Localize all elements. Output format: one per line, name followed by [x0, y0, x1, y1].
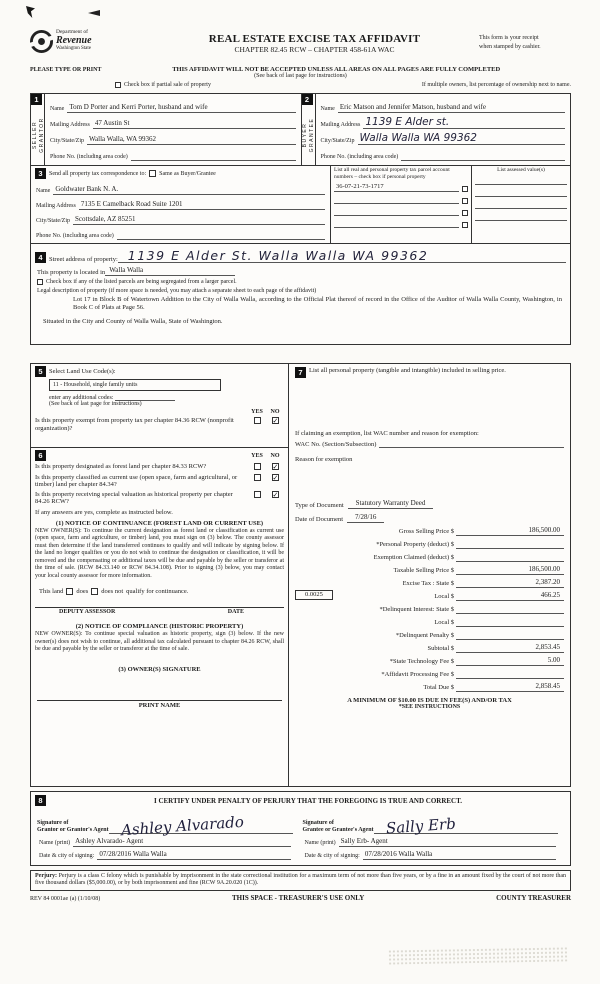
seller-address-field[interactable]: 47 Austin St	[93, 119, 296, 129]
receipt-note-line2: when stamped by cashier.	[479, 44, 541, 50]
section-buyer	[301, 94, 571, 165]
grantee-signature-label: Signature of Grantee or Grantee's Agent	[302, 820, 374, 833]
located-in-field[interactable]: Walla Walla	[105, 266, 235, 276]
treasurer-space-label: THIS SPACE - TREASURER'S USE ONLY	[232, 893, 365, 902]
grantee-signature-script: Sally Erb	[385, 814, 456, 838]
washington-state-label: Washington State	[56, 46, 92, 52]
section-5-number: 5	[35, 366, 46, 377]
type-of-document-field[interactable]: Statutory Warranty Deed	[348, 499, 434, 509]
seller-csz-field[interactable]: Walla Walla, WA 99362	[87, 135, 296, 145]
assessed-value-3-field[interactable]	[475, 197, 567, 209]
tax-phone-field[interactable]	[117, 239, 325, 240]
owner-signature-line[interactable]	[37, 675, 282, 701]
parcel-4-personal-checkbox[interactable]	[462, 222, 468, 228]
tax-address-field[interactable]: 7135 E Camelback Road Suite 1201	[79, 200, 325, 210]
seller-phone-field[interactable]	[131, 160, 296, 161]
excise-tax-local-label: Local $	[434, 593, 454, 600]
perjury-text: Perjury is a class C felony which is punishable by imprisonment in the state correctional institution for a maximum term of not more than five years, or by a fine in an amount fixed by the court of not more than five thousand dollars ($5,000.00), or by both imprisonment and fine (RCW 9A.20.020 (1C)).	[35, 873, 566, 887]
situated-text: Situated in the City and County of Walla Walla, State of Washington.	[43, 318, 223, 326]
form-footer	[30, 894, 571, 902]
print-name-label: PRINT NAME	[138, 701, 181, 709]
personal-property-label: List all personal property (tangible and intangible) included in selling price.	[309, 367, 506, 374]
state-technology-fee-label: *State Technology Fee $	[389, 658, 454, 665]
date-of-document-label: Date of Document	[295, 516, 344, 523]
faint-stamp	[388, 946, 568, 964]
section-8-number: 8	[35, 795, 46, 806]
deputy-assessor-line[interactable]	[35, 607, 284, 615]
wac-label: WAC No. (Section/Subsection)	[295, 441, 377, 448]
county-treasurer-label: COUNTY TREASURER	[496, 893, 571, 902]
buyer-side-strip	[302, 94, 316, 165]
tax-address-label: Mailing Address	[36, 203, 76, 209]
street-address-label: Street address of property:	[49, 256, 118, 263]
does-not-checkbox[interactable]	[91, 588, 98, 595]
section-2-number: 2	[302, 94, 313, 105]
gross-selling-price-value[interactable]: 186,500.00	[456, 526, 564, 536]
legal-description-label: Legal description of property (if more space is needed, you may attach a separate sheet to each page of the affidavit)	[37, 288, 317, 294]
if-yes-note: If any answers are yes, complete as instructed below.	[35, 508, 173, 516]
assessed-value-1-field[interactable]	[475, 173, 567, 185]
revenue-wordmark: Revenue	[56, 34, 92, 46]
buyer-address-field[interactable]: 1139 E Alder st.	[363, 117, 565, 129]
section-8	[30, 791, 571, 866]
grantor-signature-label: Signature of Grantor or Grantor's Agent	[37, 820, 109, 833]
buyer-address-label: Mailing Address	[320, 122, 361, 128]
form-header	[30, 30, 571, 64]
rev-form-number: REV 84 0001ae (a) (1/10/08)	[30, 895, 101, 902]
date-of-document-field[interactable]: 7/28/16	[347, 513, 384, 523]
seller-grantor-side-label: SELLER GRANTOR	[31, 117, 45, 153]
assessed-value-2-field[interactable]	[475, 185, 567, 197]
does-checkbox[interactable]	[66, 588, 73, 595]
section-seller	[31, 94, 301, 165]
additional-codes-field[interactable]	[115, 393, 175, 401]
same-as-buyer-checkbox[interactable]	[149, 170, 156, 177]
grantor-signature-field[interactable]	[109, 808, 293, 840]
wac-field[interactable]	[379, 439, 564, 448]
section-4-number: 4	[35, 252, 46, 263]
grantee-date-city-field[interactable]: 07/28/2016 Walla Walla	[363, 850, 556, 860]
taxable-selling-price-value[interactable]: 186,500.00	[456, 565, 564, 575]
see-back-note: (See back of last page for instructions)	[254, 73, 347, 79]
assessed-value-4-field[interactable]	[475, 209, 567, 221]
seller-phone-label: Phone No. (including area code)	[50, 154, 128, 160]
receipt-note-line1: This form is your receipt	[479, 35, 539, 41]
deputy-assessor-label: DEPUTY ASSESSOR	[59, 609, 116, 615]
type-of-document-label: Type of Document	[295, 502, 344, 509]
located-in-label: This property is located in	[37, 269, 106, 276]
current-use-yes-checkbox[interactable]	[254, 474, 261, 481]
deputy-date-label: DATE	[227, 609, 244, 615]
delinquent-interest-state-label: *Delinquent Interest: State $	[379, 606, 454, 613]
section-3-number: 3	[35, 168, 46, 179]
section-3	[31, 166, 570, 244]
historic-no-checkbox[interactable]: ✓	[272, 490, 279, 499]
delinquent-interest-local-label: Local $	[434, 619, 454, 626]
seller-name-label: Name	[50, 106, 65, 112]
notice-compliance-text: NEW OWNER(S): To continue special valuation as historic property, sign (3) below. If the new owner(s) does not wish to continue, all additional tax calculated pursuant to chapter 84.26 RCW, shall be due and payable by the seller or transferor at the time of sale.	[35, 631, 284, 652]
section-6	[31, 448, 288, 786]
tax-csz-label: City/State/Zip	[36, 218, 70, 224]
partial-sale-checkbox[interactable]	[115, 82, 121, 88]
legal-description-text: Lot 17 in Block B of Watertown Addition to the City of Walla Walla, according to the Official Plat thereof of record in the Office of the Auditor of Walla Walla County, Washington, in Book C of Plats at Page 56.	[73, 296, 562, 311]
qualify-label: qualify for continuance.	[126, 588, 189, 595]
excise-tax-state-value[interactable]: 2,387.20	[456, 578, 564, 588]
additional-codes-label: enter any additional codes:	[49, 395, 114, 401]
seller-name-field[interactable]: Tom D Porter and Kerri Porter, husband and wife	[67, 103, 295, 113]
partial-sale-label: Check box if partial sale of property	[124, 81, 211, 88]
grantor-name-print-field[interactable]: Ashley Alvarado- Agent	[73, 837, 290, 847]
seller-address-label: Mailing Address	[50, 122, 90, 128]
segregated-checkbox[interactable]	[37, 279, 43, 285]
parcel-numbers-header: List all real and personal property tax parcel account numbers – check box if personal property	[334, 167, 450, 180]
form-chapter: CHAPTER 82.45 RCW – CHAPTER 458-61A WAC	[234, 45, 395, 54]
this-land-label: This land	[39, 588, 64, 595]
forest-yes-checkbox[interactable]	[254, 463, 261, 470]
exempt-question: Is this property exempt from property tax per chapter 84.36 RCW (nonprofit organization)?	[35, 417, 234, 432]
does-not-label: does not	[101, 588, 124, 595]
grantee-name-print-label: Name (print)	[304, 840, 336, 846]
exempt-no-checkbox[interactable]: ✓	[272, 417, 279, 425]
revenue-logo-icon	[30, 30, 53, 53]
current-use-no-checkbox[interactable]: ✓	[272, 473, 279, 482]
minimum-note: A MINIMUM OF $10.00 IS DUE IN FEE(S) AND/OR TAX	[347, 697, 512, 704]
parcel-3-personal-checkbox[interactable]	[462, 210, 468, 216]
section-5	[31, 364, 288, 448]
total-due-value[interactable]: 2,858.45	[456, 682, 564, 692]
section5-see-back: (See back of last page for instructions)	[49, 401, 142, 407]
grantee-date-city-label: Date & city of signing:	[304, 853, 360, 859]
section-7-number: 7	[295, 367, 306, 378]
buyer-name-label: Name	[320, 106, 335, 112]
please-type-or-print: PLEASE TYPE OR PRINT	[30, 67, 102, 73]
parcel-2-personal-checkbox[interactable]	[462, 198, 468, 204]
notice-continuance-text: NEW OWNER(S): To continue the current designation as forest land or classification as current use (open space, farm and agriculture, or timber) land, you must sign on (3) below. The county assessor must then determine if the land transferred continues to qualify and will indicate by signing below. If the land no longer qualifies or you do not wish to continue the designation or classification, it will be removed and the compensating or additional taxes will be due and payable by the seller or transferor at the time of sale. (RCW 84.33.140 or RCW 84.34.108). Prior to signing (3) below, you may contact your local county assessor for more information.	[35, 527, 284, 579]
parcel-1-personal-checkbox[interactable]	[462, 186, 468, 192]
section-1-number: 1	[31, 94, 42, 105]
forest-no-checkbox[interactable]: ✓	[272, 463, 279, 471]
send-correspondence-label: Send all property tax correspondence to:	[49, 170, 147, 177]
affidavit-processing-fee-label: *Affidavit Processing Fee $	[381, 671, 454, 678]
buyer-phone-label: Phone No. (including area code)	[320, 154, 399, 160]
middle-form-box	[30, 363, 571, 787]
same-as-buyer-label: Same as Buyer/Grantee	[159, 170, 216, 177]
grantee-signature-field[interactable]	[374, 808, 558, 838]
exemption-intro: If claiming an exemption, list WAC number and reason for exemption:	[295, 430, 479, 437]
scan-artifact	[26, 6, 35, 18]
buyer-name-field[interactable]: Eric Matson and Jennifer Matson, husband and wife	[338, 103, 565, 113]
section-7	[289, 364, 570, 786]
exempt-yes-checkbox[interactable]	[254, 417, 261, 424]
total-due-label: Total Due $	[423, 684, 454, 691]
personal-property-deduct-label: *Personal Property (deduct) $	[376, 541, 454, 548]
buyer-csz-field[interactable]: Walla Walla WA 99362	[358, 133, 566, 145]
personal-property-field[interactable]	[295, 378, 564, 430]
grantor-date-city-field[interactable]: 07/28/2016 Walla Walla	[97, 850, 290, 860]
buyer-phone-field[interactable]	[401, 160, 565, 161]
grantee-name-print-field[interactable]: Sally Erb- Agent	[339, 837, 556, 847]
land-use-code-field[interactable]: 11 - Household, single family units	[49, 379, 221, 391]
s5-yes-header: YES	[251, 409, 263, 415]
gross-selling-price-label: Gross Selling Price $	[398, 528, 454, 535]
subtotal-label: Subtotal $	[427, 645, 454, 652]
section-6-number: 6	[35, 450, 46, 461]
s6-yes-header: YES	[251, 452, 263, 459]
owners-signature-title: (3) OWNER(S) SIGNATURE	[118, 665, 201, 673]
dept-of-label: Department of	[56, 29, 88, 35]
excise-tax-local-value[interactable]: 466.25	[456, 591, 564, 601]
subtotal-value[interactable]: 2,853.45	[456, 643, 564, 653]
does-label: does	[76, 588, 89, 595]
reason-field[interactable]	[295, 463, 564, 495]
see-instructions-note: *SEE INSTRUCTIONS	[398, 704, 461, 710]
historic-yes-checkbox[interactable]	[254, 491, 261, 498]
historic-question: Is this property receiving special valuation as historical property per chapter 84.26 RCW?	[35, 490, 233, 505]
buyer-csz-label: City/State/Zip	[320, 138, 355, 144]
warning-line: THIS AFFIDAVIT WILL NOT BE ACCEPTED UNLESS ALL AREAS ON ALL PAGES ARE FULLY COMPLETED	[172, 66, 501, 73]
assessed-values-header: List assessed value(s)	[497, 167, 545, 173]
exemption-claimed-label: Exemption Claimed (deduct) $	[373, 554, 454, 561]
segregated-label: Check box if any of the listed parcels are being segregated from a larger parcel.	[46, 278, 237, 285]
local-rate-box: 0.0025	[295, 590, 333, 600]
section-4	[31, 244, 570, 344]
perjury-lead: Perjury:	[35, 873, 57, 879]
excise-tax-state-label: Excise Tax : State $	[402, 580, 454, 587]
parcel-1-field[interactable]: 36-07-21-73-1717	[334, 183, 459, 192]
seller-csz-label: City/State/Zip	[50, 138, 84, 144]
form-title: REAL ESTATE EXCISE TAX AFFIDAVIT	[208, 33, 421, 45]
grantor-signature-script: Ashley Alvarado	[120, 812, 244, 840]
s5-no-header: NO	[270, 409, 280, 415]
parcel-3-field[interactable]	[334, 215, 459, 216]
revenue-logo	[30, 30, 150, 53]
parcel-4-field[interactable]	[334, 227, 459, 228]
street-address-field[interactable]: 1139 E Alder St. Walla Walla WA 99362	[118, 249, 566, 263]
tax-name-label: Name	[36, 188, 51, 194]
certify-statement: I CERTIFY UNDER PENALTY OF PERJURY THAT THE FOREGOING IS TRUE AND CORRECT.	[153, 796, 462, 805]
parcel-2-field[interactable]	[334, 203, 459, 204]
tax-csz-field[interactable]: Scottsdale, AZ 85251	[73, 215, 325, 225]
seller-side-strip	[31, 94, 45, 165]
perjury-notice	[30, 870, 571, 891]
state-technology-fee-value[interactable]: 5.00	[456, 656, 564, 666]
upper-form-box	[30, 93, 571, 345]
delinquent-penalty-label: *Delinquent Penalty $	[395, 632, 454, 639]
notice-continuance-title: (1) NOTICE OF CONTINUANCE (FOREST LAND OR CURRENT USE)	[55, 519, 264, 527]
multiple-owners-note: If multiple owners, list percentage of ownership next to name.	[421, 81, 571, 88]
receipt-note	[479, 30, 571, 52]
notice-compliance-title: (2) NOTICE OF COMPLIANCE (HISTORIC PROPERTY)	[75, 623, 244, 630]
scan-artifact	[88, 10, 100, 16]
tax-phone-label: Phone No. (including area code)	[36, 233, 114, 239]
tax-name-field[interactable]: Goldwater Bank N. A.	[53, 185, 325, 195]
land-use-label: Select Land Use Code(s):	[49, 368, 116, 375]
grantor-date-city-label: Date & city of signing:	[39, 853, 95, 859]
buyer-grantee-side-label: BUYER GRANTEE	[302, 117, 315, 153]
reason-label: Reason for exemption	[295, 456, 353, 463]
current-use-question: Is this property classified as current use (open space, farm and agricultural, or timber) land per chapter 84.34?	[35, 473, 238, 488]
s6-no-header: NO	[270, 452, 280, 459]
forest-question: Is this property designated as forest land per chapter 84.33 RCW?	[35, 463, 207, 470]
grantor-name-print-label: Name (print)	[39, 840, 71, 846]
taxable-selling-price-label: Taxable Selling Price $	[393, 567, 454, 574]
